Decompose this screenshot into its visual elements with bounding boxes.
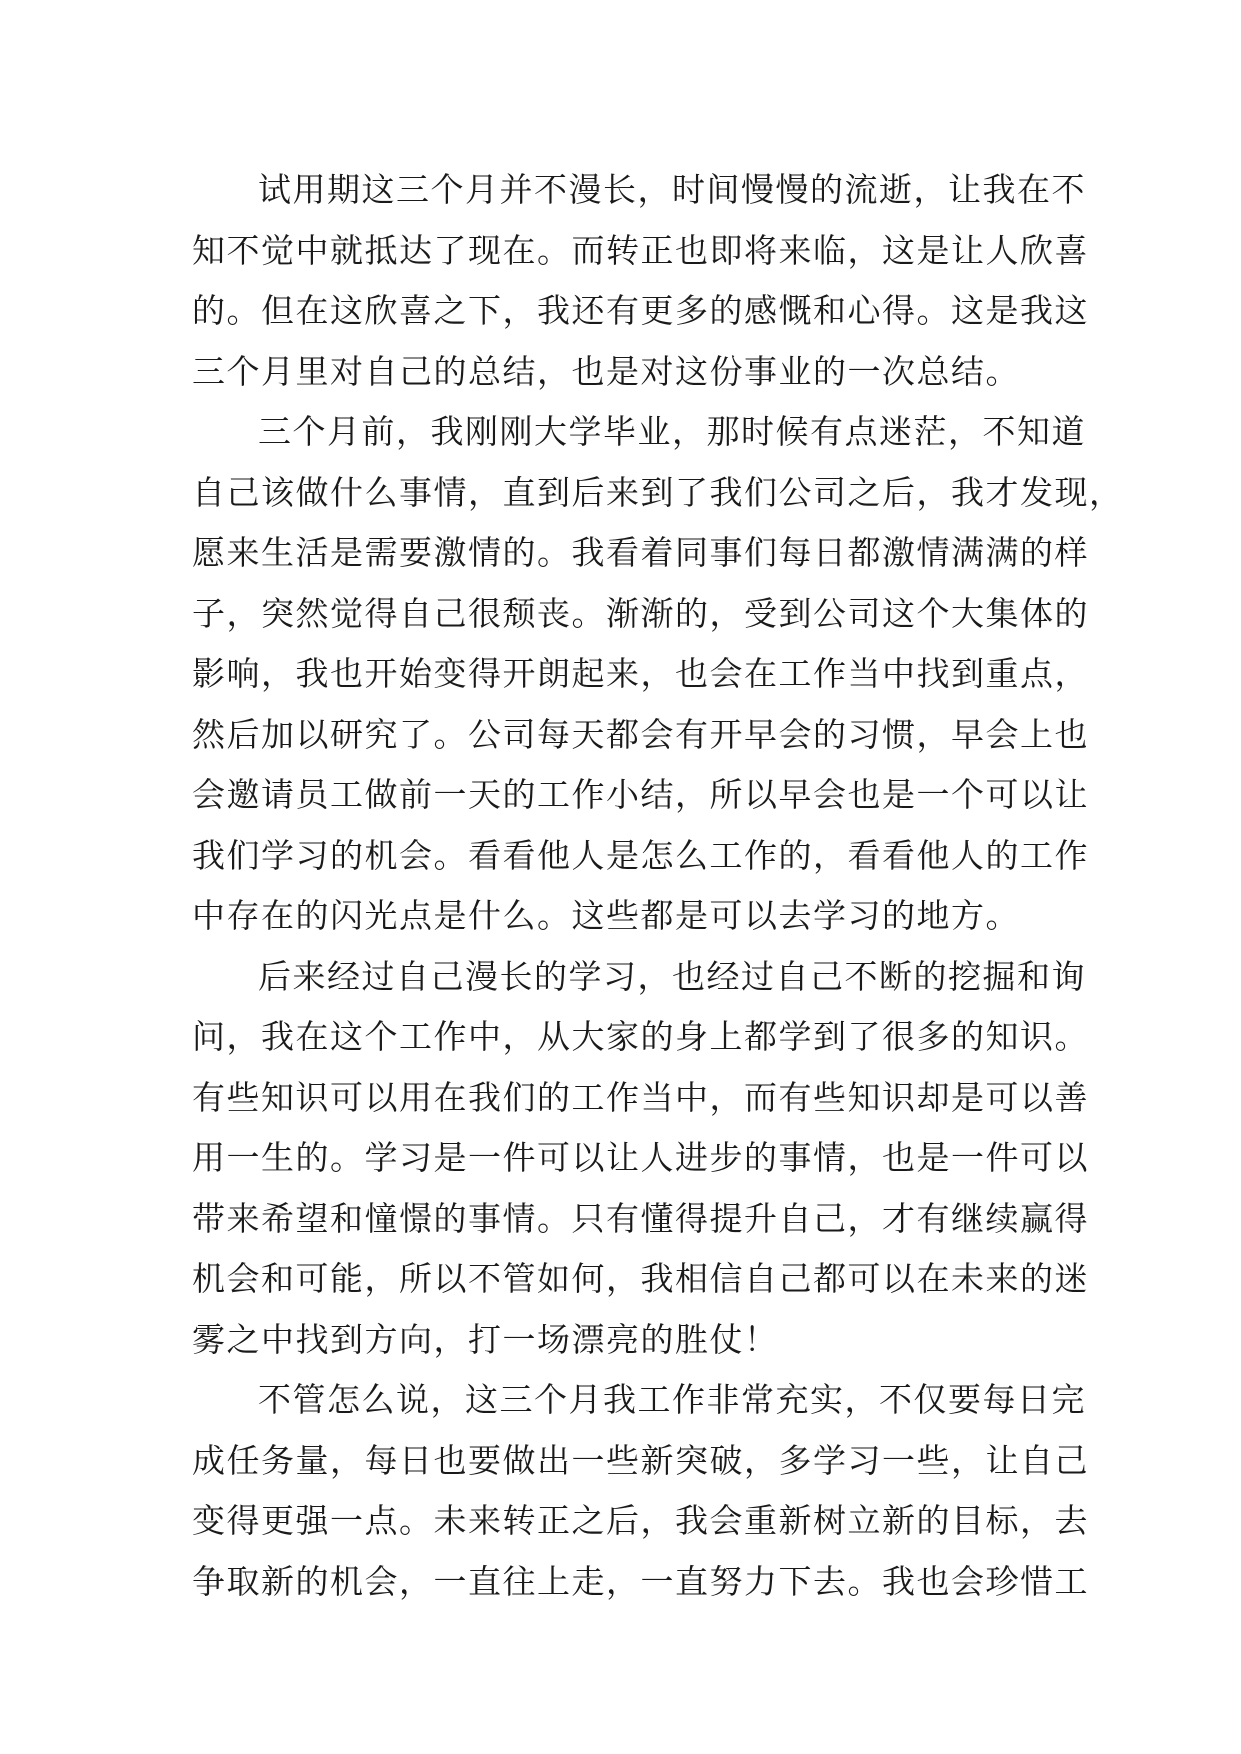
- paragraph-3-line: 雾之中找到方向，打一场漂亮的胜仗！: [192, 1319, 779, 1359]
- paragraph-2-line: 中存在的闪光点是什么。这些都是可以去学习的地方。: [192, 896, 1020, 935]
- paragraph-2-line: 会邀请员工做前一天的工作小结，所以早会也是一个可以让: [192, 775, 1089, 814]
- paragraph-2-line: 自己该做什么事情，直到后来到了我们公司之后，我才发现，: [192, 472, 1124, 512]
- paragraph-3-line: 有些知识可以用在我们的工作当中，而有些知识却是可以善: [192, 1077, 1089, 1117]
- paragraph-3-line: 用一生的。学习是一件可以让人进步的事情，也是一件可以: [192, 1138, 1089, 1177]
- paragraph-3-line: 机会和可能，所以不管如何，我相信自己都可以在未来的迷: [192, 1259, 1089, 1298]
- paragraph-2-line: 子，突然觉得自己很颓丧。渐渐的，受到公司这个大集体的: [192, 593, 1089, 633]
- paragraph-3-line: 问，我在这个工作中，从大家的身上都学到了很多的知识。: [192, 1017, 1089, 1056]
- paragraph-3-line: 后来经过自己漫长的学习，也经过自己不断的挖掘和询: [258, 956, 1086, 996]
- paragraph-2-line: 愿来生活是需要激情的。我看着同事们每日都激情满满的样: [192, 533, 1089, 572]
- paragraph-1-line: 的。但在这欣喜之下，我还有更多的感慨和心得。这是我这: [192, 291, 1089, 330]
- paragraph-1-line: 三个月里对自己的总结，也是对这份事业的一次总结。: [192, 351, 1020, 391]
- paragraph-2-line: 我们学习的机会。看看他人是怎么工作的，看看他人的工作: [192, 835, 1089, 875]
- paragraph-4-line: 成任务量，每日也要做出一些新突破，多学习一些，让自己: [192, 1440, 1089, 1480]
- paragraph-4-line: 变得更强一点。未来转正之后，我会重新树立新的目标，去: [192, 1501, 1089, 1540]
- paragraph-4-line: 争取新的机会，一直往上走，一直努力下去。我也会珍惜工: [192, 1561, 1089, 1601]
- paragraph-1-line: 知不觉中就抵达了现在。而转正也即将来临，这是让人欣喜: [192, 230, 1089, 270]
- paragraph-2-line: 影响，我也开始变得开朗起来，也会在工作当中找到重点，: [192, 654, 1089, 693]
- paragraph-2-line: 然后加以研究了。公司每天都会有开早会的习惯，早会上也: [192, 714, 1089, 754]
- paragraph-3-line: 带来希望和憧憬的事情。只有懂得提升自己，才有继续赢得: [192, 1198, 1089, 1238]
- document-body: [192, 160, 1124, 1612]
- paragraph-1-line: 试用期这三个月并不漫长，时间慢慢的流逝，让我在不: [258, 170, 1086, 209]
- paragraph-4-line: 不管怎么说，这三个月我工作非常充实，不仅要每日完: [258, 1380, 1086, 1419]
- paragraph-2-line: 三个月前，我刚刚大学毕业，那时候有点迷茫，不知道: [258, 412, 1086, 451]
